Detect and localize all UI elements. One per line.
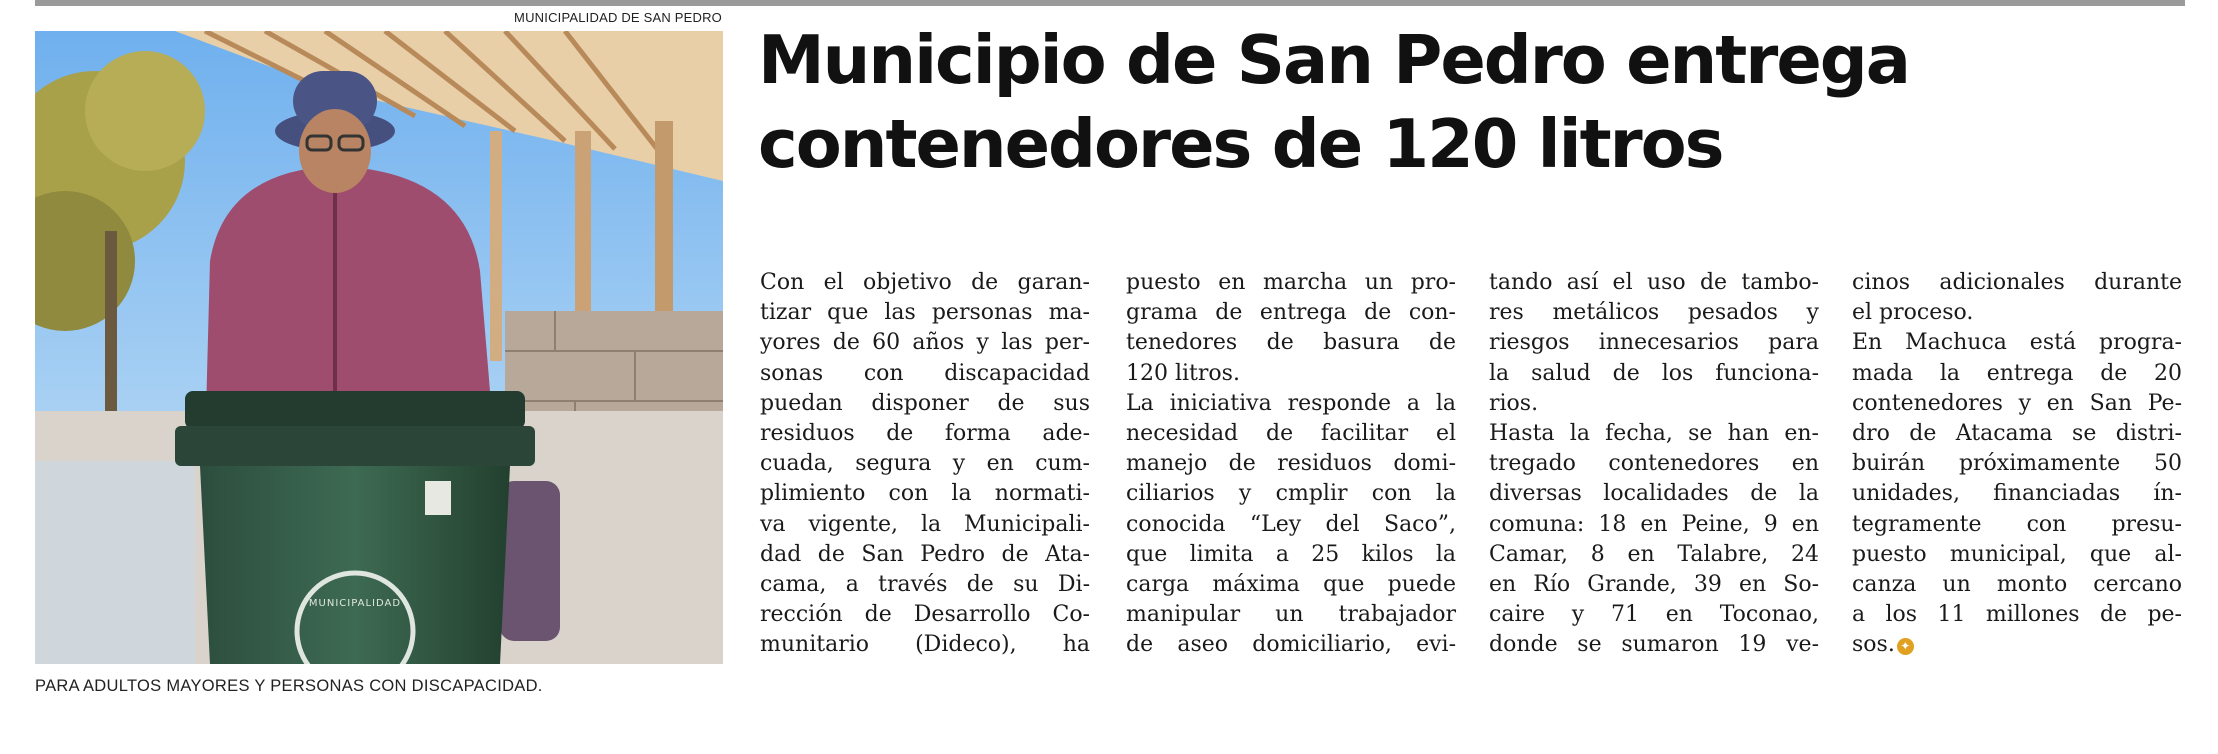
body-text-line: plimiento con la normati- — [760, 481, 1090, 507]
top-rule — [35, 0, 2185, 6]
body-text-line: caire y 71 en Toconao, — [1489, 602, 1819, 628]
body-text-line: tando así el uso de tambo- — [1489, 270, 1819, 295]
body-text-line: tizar que las personas ma- — [760, 300, 1090, 326]
body-text-line: cuada, segura y en cum- — [760, 451, 1090, 477]
body-text-line: En Machuca está progra- — [1852, 330, 2182, 356]
body-text-line: ciliarios y cmplir con la — [1126, 481, 1456, 507]
body-text-line: el proceso. — [1852, 300, 1974, 326]
body-text-line: que limita a 25 kilos la — [1126, 541, 1456, 567]
body-text-line: puedan disponer de sus — [760, 390, 1090, 416]
body-text-line: 120 litros. — [1126, 360, 1240, 386]
article-column-2 — [1126, 268, 1456, 661]
body-text-line: unidades, financiadas ín- — [1852, 481, 2182, 507]
body-text-line: rios. — [1489, 390, 1539, 416]
body-text-line: sonas con discapacidad — [760, 360, 1090, 386]
container-emblem-text: MUNICIPALIDAD — [308, 598, 402, 609]
body-text-line: yores de 60 años y las per- — [760, 330, 1090, 356]
body-text-line: diversas localidades de la — [1489, 481, 1819, 507]
headline-line: Municipio de San Pedro entrega — [758, 21, 1909, 99]
body-text-line: residuos de forma ade- — [760, 421, 1090, 447]
body-text-line: puesto en marcha un pro- — [1126, 270, 1456, 295]
end-of-article-icon: ✦ — [1897, 638, 1914, 655]
body-text-line: donde se sumaron 19 ve- — [1489, 632, 1819, 658]
photo-illustration — [35, 31, 723, 664]
headline — [758, 18, 2188, 186]
article-column-1 — [760, 268, 1090, 661]
body-text-line: tregado contenedores en — [1489, 451, 1819, 477]
body-text-line: tegramente con presu- — [1852, 511, 2182, 537]
body-text-line: riesgos innecesarios para — [1489, 330, 1819, 356]
body-text-line: Con el objetivo de garan- — [760, 270, 1090, 295]
article-column-4 — [1852, 268, 2182, 661]
body-text-line: conocida “Ley del Saco”, — [1126, 511, 1456, 537]
body-text-line: necesidad de facilitar el — [1126, 421, 1456, 447]
body-text-line: grama de entrega de con- — [1126, 300, 1456, 326]
body-text-line: a los 11 millones de pe- — [1852, 602, 2182, 628]
body-text-line: en Río Grande, 39 en So- — [1489, 572, 1819, 598]
body-text-line: la salud de los funciona- — [1489, 360, 1819, 386]
body-text-line: manipular un trabajador — [1126, 602, 1456, 628]
body-text-line: cama, a través de su Di- — [760, 572, 1090, 598]
body-text-line: canza un monto cercano — [1852, 572, 2182, 598]
body-text-line: res metálicos pesados y — [1489, 300, 1819, 326]
body-text-line: La iniciativa responde a la — [1126, 390, 1456, 416]
body-text-line: mada la entrega de 20 — [1852, 360, 2182, 386]
body-text-line: tenedores de basura de — [1126, 330, 1456, 356]
body-text-line: cinos adicionales durante — [1852, 270, 2182, 295]
photo-caption: PARA ADULTOS MAYORES Y PERSONAS CON DISCAPACIDAD. — [35, 677, 543, 695]
headline-line: contenedores de 120 litros — [758, 105, 1723, 183]
body-text-line: Hasta la fecha, se han en- — [1489, 421, 1819, 447]
body-text-line: Camar, 8 en Talabre, 24 — [1489, 541, 1819, 567]
body-text-line: carga máxima que puede — [1126, 572, 1456, 598]
article-photo — [35, 31, 723, 664]
body-text-line: buirán próximamente 50 — [1852, 451, 2182, 477]
body-text-line: va vigente, la Municipali- — [760, 511, 1090, 537]
body-text-line: dro de Atacama se distri- — [1852, 421, 2182, 447]
article-column-3 — [1489, 268, 1819, 661]
body-text-line: comuna: 18 en Peine, 9 en — [1489, 511, 1819, 537]
body-text-line: munitario (Dideco), ha — [760, 632, 1090, 658]
body-text-line: contenedores y en San Pe- — [1852, 390, 2182, 416]
body-text-line: puesto municipal, que al- — [1852, 541, 2182, 567]
body-text-line: dad de San Pedro de Ata- — [760, 541, 1090, 567]
body-text-line: de aseo domiciliario, evi- — [1126, 632, 1456, 658]
photo-credit: MUNICIPALIDAD DE SAN PEDRO — [514, 10, 722, 25]
body-text-line: sos. ✦ — [1852, 630, 2182, 660]
body-text-line: manejo de residuos domi- — [1126, 451, 1456, 477]
body-text-line: rección de Desarrollo Co- — [760, 602, 1090, 628]
